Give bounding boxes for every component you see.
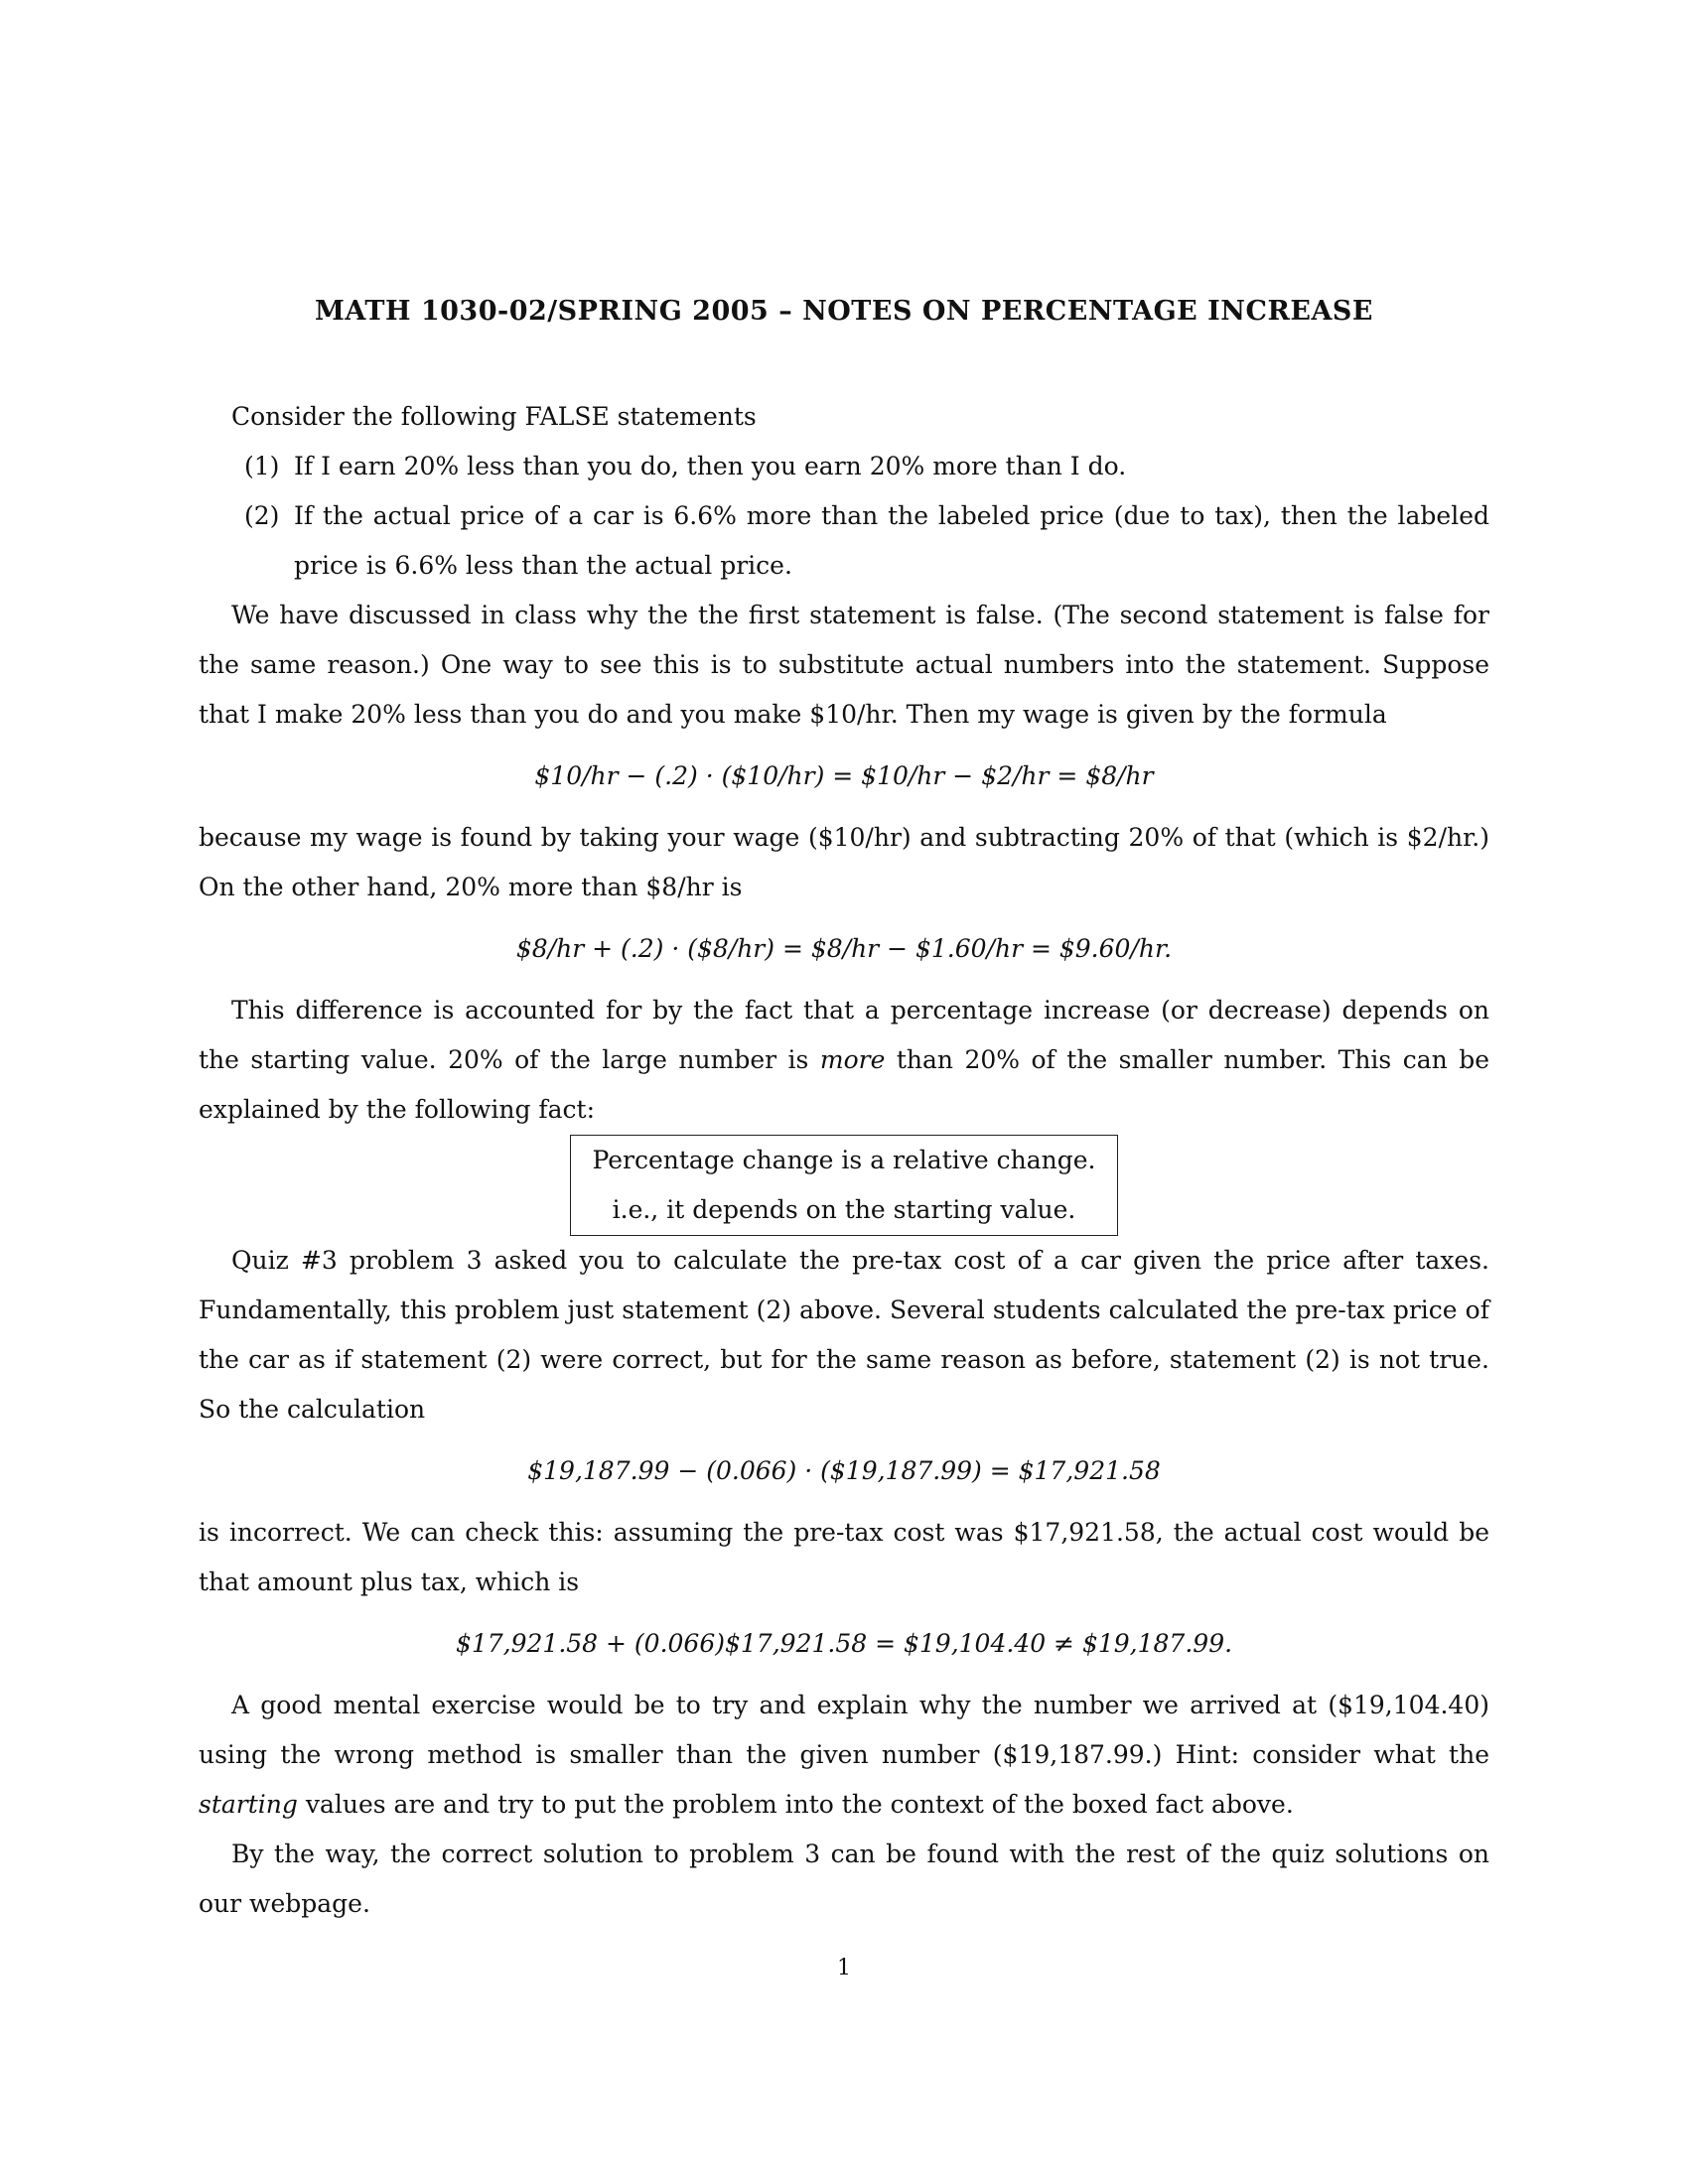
- statement-number: (1): [244, 452, 280, 480]
- emphasis-text: starting: [199, 1790, 298, 1819]
- page-number: 1: [837, 1956, 851, 1980]
- paragraph-text: values are and try to put the problem into the context of the boxed fact above.: [297, 1790, 1294, 1819]
- paragraph-text: than 20% of the smaller number. This can be explained by the following fact:: [199, 1045, 1489, 1124]
- paragraph: because my wage is found by taking your wage ($10/hr) and subtracting 20% of that (which is $2/hr.) On the other hand, 20% more than $8/hr is: [199, 823, 1489, 901]
- paragraph: Quiz #3 problem 3 asked you to calculate the pre-tax cost of a car given the price after taxes. Fundamentally, this problem just statement (2) above. Several students calculated the pre-tax price of the car as if statement (2) were correct, but for the same reason as before, statement (2) is not true. So the calculation: [199, 1246, 1489, 1424]
- equation: $19,187.99 − (0.066) · ($19,187.99) = $17,921.58: [527, 1456, 1161, 1485]
- false-statements-list: [199, 442, 1489, 591]
- paragraph: [199, 1681, 1489, 1830]
- statement-number: (2): [244, 501, 280, 530]
- boxed-fact: [570, 1135, 1119, 1236]
- boxed-fact-line: i.e., it depends on the starting value.: [612, 1195, 1076, 1224]
- list-item: [199, 491, 1489, 591]
- equation: $17,921.58 + (0.066)$17,921.58 = $19,104.40 ≠ $19,187.99.: [455, 1629, 1233, 1658]
- list-item: [199, 442, 1489, 491]
- boxed-fact-line: Percentage change is a relative change.: [592, 1146, 1096, 1174]
- intro-paragraph: Consider the following FALSE statements: [231, 402, 757, 431]
- emphasis-text: more: [819, 1045, 886, 1074]
- paragraph: [199, 986, 1489, 1135]
- statement-text: If I earn 20% less than you do, then you earn 20% more than I do.: [294, 452, 1127, 480]
- statement-text: If the actual price of a car is 6.6% more than the labeled price (due to tax), then the labeled price is 6.6% less than the actual price.: [294, 501, 1489, 580]
- paragraph: By the way, the correct solution to problem 3 can be found with the rest of the quiz solutions on our webpage.: [199, 1840, 1489, 1918]
- paragraph: We have discussed in class why the the first statement is false. (The second statement is false for the same reason.) One way to see this is to substitute actual numbers into the statement. Suppose that I make 20% less than you do and you make $10/hr. Then my wage is given by the formula: [199, 601, 1489, 729]
- document-body: [199, 392, 1489, 1929]
- paragraph: is incorrect. We can check this: assuming the pre-tax cost was $17,921.58, the actual cost would be that amount plus tax, which is: [199, 1518, 1489, 1596]
- equation: $10/hr − (.2) · ($10/hr) = $10/hr − $2/hr = $8/hr: [534, 761, 1154, 790]
- paragraph-text: A good mental exercise would be to try and explain why the number we arrived at ($19,104.40) using the wrong method is smaller than the given number ($19,187.99.) Hint: consider what the: [199, 1691, 1489, 1769]
- paragraph-text: This difference is accounted for by the fact that a percentage increase (or decrease) depends on the starting value. 20% of the large number is: [199, 996, 1489, 1074]
- page-title: MATH 1030-02/SPRING 2005 – NOTES ON PERCENTAGE INCREASE: [315, 296, 1373, 327]
- equation: $8/hr + (.2) · ($8/hr) = $8/hr − $1.60/hr = $9.60/hr.: [515, 934, 1173, 963]
- boxed-fact-wrapper: [199, 1135, 1489, 1236]
